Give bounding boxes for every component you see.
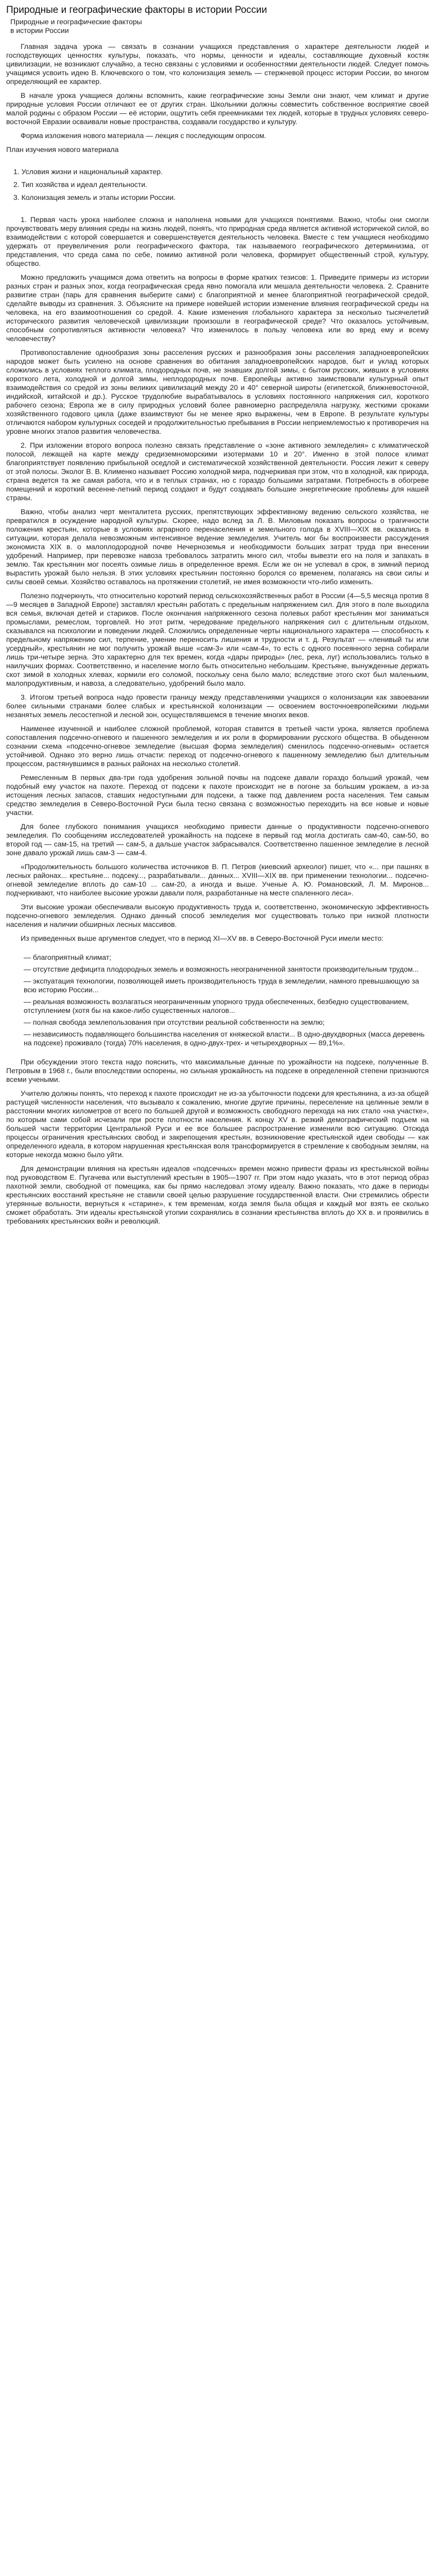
end-paragraph-2: Учителю должны понять, что переход к пахоте происходит не из-за убыточности подсеки для крестьянина, а из-за общей растущей численности населения, что вызывало к сожалению, многие другие причины, переселение на целинные земли в расстоянии многих километров от всего по большей другой и возможность свободного перехода на них стало «на участке», по которым сами собой исчезали при росте плотности населения. К концу XV в. резкий демографический подъем на большей части территории Центральной Руси и ее все большее распространение изменили всю ситуацию. Отсюда процессы ограничения крестьянских свобод и закрепощения крестьян, возникновение крестьянской идеи свободы — как определенного идеала, в котором нарушенная крестьянская воля трансформируется в стремление к свободным землям, на которые некогда можно было уйти.: [6, 1089, 429, 1159]
main-paragraph-10: Для более глубокого понимания учащихся необходимо привести данные о продуктивности подсечно-огневого земледелия. По сообщениям исследователей урожайность на подсеке в первый год могла достигать сам-40, сам-50, во второй год — сам-15, на третий — сам-5, а дальше участок забрасывался. Соответственно пашенное земледелие в лесной зоне давало урожай лишь сам-3 — сам-4.: [6, 822, 429, 857]
main-paragraph-13: Из приведенных выше аргументов следует, что в период XI—XV вв. в Северо-Восточной Руси имели место:: [21, 934, 384, 942]
main-paragraph-11: «Продолжительность большого количества источников В. П. Петров (киевский археолог) пишет, что «... при пашнях в лесных районах... крестьяне... подсеку..., разрабатывали... данных... XVIII—XIX вв. при применении технологии... подсечно-огневой земледелие вплоть до сам-10 ... сам-20, а иногда и выше. Ученые А. Ю. Романовский, Л. М. Миронов... подчеркивают, что наиболее высокие урожаи давали поля, разработанные на месте спаленного леса».: [6, 862, 429, 897]
main-paragraph-4: 2. При изложении второго вопроса полезно связать представление о «зоне активного земледелия» с климатической полосой, лежащей на карте между средиземноморскими изотермами 10 и 20°. Именно в этой полосе климат благоприятствует появлению прибыльной оседлой и систематической хозяйственной деятельности. Россия лежит к северу от этой полосы. Эколог В. В. Клименко называет Россию холодной мира, подчеркивая при этом, что в холодной, как природа, страна ведется та же самая работа, что и в теплых странах, но с гораздо большими затратами. Потребность в обогреве помещений и короткий весенне-летний период создают и будут создавать большие энергетические проблемы для нашей страны.: [6, 441, 429, 502]
main-paragraph-8: Наименее изученной и наиболее сложной проблемой, которая ставится в третьей части урока, является проблема сопоставления подсечно-огневого и пашенного земледелия и их роли в формировании русского общества. В обыденном сознании схема «подсечно-огневое земледелие (высшая форма земледелия) сменилось подсечно-огневым» остается устойчивой. Однако это верно лишь отчасти: переход от подсечно-огневого к пашенному земледелию был длительным процессом, растянувшимся в разных районах на несколько столетий.: [6, 724, 429, 768]
page-title: Природные и географические факторы в истории России: [6, 5, 267, 15]
end-paragraph-1: При обсуждении этого текста надо пояснить, что максимальные данные по урожайности на подсеке, полученные В. Петровым в 1968 г., были впоследствии оспорены, но сильная урожайность на подсеке в определенной степени признаются всеми учеными.: [6, 1058, 429, 1083]
main-paragraph-1: 1. Первая часть урока наиболее сложна и наполнена новыми для учащихся понятиями. Важно, чтобы они смогли прочувствовать меру влияния среды на жизнь людей, понять, что природная среда является активной историчекой силой, во взаимодействии с которой совершается и совершенствуется деятельность человека. Вместе с тем учащиеся необходимо удержать от преувеличения роли географического фактора, так называемого географического детерминизма, от представления, что среда сама по себе, помимо активной роли человека, формирует общественный строй, культуру, общество.: [6, 215, 429, 267]
main-paragraph-5: Важно, чтобы анализ черт менталитета русских, препятствующих эффективному ведению сельского хозяйства, не превратился в осуждение народной культуры. Скорее, надо вслед за Л. В. Миловым показать вопросы о трагичности положения крестьян, которые в условиях аграрного перенаселения и земельного голода в XVIII—XIX вв. оказались в ситуации, которая делала невозможным интенсивное ведение земледелия. Учитель мог бы воспроизвести рассуждения экономиста XIX в. о малоплодородной почве Нечерноземья и необходимости больших затрат труда при внесении удобрений. Например, при перевозке навоза требовалось затратить много сил, чтобы вывезти его на поля и запахать в землю. Так крестьянин мог посеять озимые лишь в определенное время. Если же он не успевал в срок, в зимний период вырастить урожай было нельзя. В этих условиях крестьянин постоянно боролся со временем, полагаясь на свои силы и силы своей семьи. Хозяйство оставалось на протяжении столетий, не имея возможности что-либо изменить.: [6, 507, 429, 586]
factor-item-4: — реальная возможность возлагаться неограниченным упорного труда обеспеченных, безбедно существованием, отступлением (хотя бы на какое-либо существенных налогов...: [24, 997, 409, 1014]
main-paragraph-6: Полезно подчеркнуть, что относительно короткий период сельскохозяйственных работ в России (4—5,5 месяца против 8—9 месяцев в Западной Европе) заставлял крестьян работать с предельным напряжением сил. Для этого в поле выходила вся семья, включая детей и стариков. После окончания напряженного сезона полевых работ крестьянин мог заниматься промыслами, ремеслом, торговлей. Но этот ритм, чередование предельного напряжения сил с длительным отдыхом, сказывался на психологии и поведении людей. Сложились определенные черты национального характера — способность к предельному напряжению сил, терпение, умение переносить лишения и трудности и т. д. Результат — «ленивый ты или усердный», крестьянин не мог получить урожай выше «сам-3» или «сам-4», то есть с одного посеянного зерна собирали лишь три-четыре зерна. Это характерно для тех времен, когда «дары природы» (лес, река, луг) использовались только в наилучших формах. Соответственно, и население могло быть относительно небольшим. Крестьяне, вынужденные держать скот зимой в холодных хлевах, кормили его соломой, поскольку сена было мало; вследствие этого скот был маленьким, малопродуктивным, и навоза, а следовательно, удобрений было мало.: [6, 591, 429, 687]
factor-item-3: — экспуатация технологии, позволяющей иметь производительность труда в земледелии, намного превышающую за всю историю России...: [24, 977, 420, 994]
intro-paragraph-1: Главная задача урока — связать в сознании учащихся представления о характере деятельности людей и господствующих ценностях культуры, показать, что нормы, ценности и идеалы, составляющие духовный костяк цивилизации, не возникают случайно, а тесно связаны с условиями и особенностями деятельности людей. Следует помочь учащимся усвоить идею В. Ключевского о том, что колонизация земель — стержневой процесс истории России, во многом определяющий ее характер.: [6, 42, 429, 86]
factor-item-6: — независимость подавляющего большинства населения от княжеской власти... В одно-двухдворных (масса деревень на подсеке) проживало (тогда) 70% населения, в одно-двух-трех- и четырехдворных — 89,1%».: [24, 1030, 425, 1047]
main-paragraph-12: Эти высокие урожаи обеспечивали высокую продуктивность труда и, соответственно, экономическую эффективность подсечно-огневого земледелия. Однако данный способ земледелия мог существовать только при низкой плотности населения и наличии обширных лесных массивов.: [6, 903, 429, 928]
plan-heading: План изучения нового материала: [6, 145, 119, 154]
main-paragraph-2: Можно предложить учащимся дома ответить на вопросы в форме кратких тезисов: 1. Приведите примеры из истории разных стран и разных эпох, когда географическая среда явно помогала или мешала деятельности человека. 2. Сравните развитие стран (парь для сравнения выберите сами) с благоприятной и менее благоприятной географической средой, сделайте выводы из сравнения. 3. Объясните на примере новейшей истории изменение влияния географической среды на человека, на его взаимоотношения со средой. 4. Какие изменения глобального характера за несколько тысячелетий исторического развития человеческой цивилизации произошли в географической среде? Что оказалось устойчивым, способным сопротивляться активности человека? Что изменилось в пользу человека или во вред ему и всему человечеству?: [6, 273, 429, 343]
plan-item-3: 3. Колонизация земель и этапы истории России.: [13, 193, 176, 201]
factor-item-2: — отсутствие дефицита плодородных земель и возможность неограниченной занятости производительным трудом...: [24, 965, 419, 973]
end-paragraph-3: Для демонстрации влияния на крестьян идеалов «подсечных» времен можно привести фразы из крестьянской войны под руководством Е. Пугачева или выступлений крестьян в 1905—1907 гг. При этом надо указать, что в этот период образ пахотной земли, свободной от помещика, как бы прямо наследовал этому идеалу. Важно показать, что даже в периоды крестьянских восстаний крестьяне не ставили своей целью разрушение государственной власти. Они стремились обрести утерянные вольности, вернуться к «старине», к тем временам, когда земля была общая и каждый мог взять ее сколько сможет обработать. Эти идеалы крестьянской утопии сохранялись в сознании крестьянства вплоть до XX в. и проявились в требованиях крестьянских войн и революций.: [6, 1164, 429, 1225]
plan-item-2: 2. Тип хозяйства и идеал деятельности.: [13, 180, 147, 189]
intro-paragraph-2: В начале урока учащиеся должны вспомнить, какие географические зоны Земли они знают, чем климат и другие природные условия России отличают ее от других стран. Школьники должны совместить собственное восприятие своей малой родины с образом России — её истории, ощутить себя преемниками тех людей, которые в трудных условиях северо-восточной Евразии осваивали новые пространства, создавали государство и культуру.: [6, 91, 429, 126]
main-paragraph-3: Противопоставление однообразия зоны расселения русских и разнообразия зоны расселения западноевропейских народов может быть усилено на основе сравнения во обитания западноевропейских народов, быт и уклад которых сложились в условиях теплого климата, плодородных почв, не знавших долгой зимы, с бытом русских, живших в условиях короткого лета, холодной и долгой зимы, неплодородных почв. Европейцы активно заимствовали культурный опыт взаимодействия со средой из зоны великих цивилизаций между 20 и 40° северной широты (египетской, ближневосточной, индийской, китайской и др.). Русское трудолюбие вырабатывалось в условиях постоянного напряжения сил, короткого рабочего сезона; Европа же в силу природных условий более равномерно распределяла нагрузку, жесткими сроками хозяйственного годового цикла (даже взаимствуют бы не менее ярко выражены, чем в Европе. В результате культуры отличаются набором культурных соседей и продолжительностью пребывания в России неприемлемостью к противоречия на уровне многих этапов развития человечества.: [6, 348, 429, 435]
intro-paragraph-3: Форма изложения нового материала — лекция с последующим опросом.: [21, 131, 267, 140]
factor-item-5: — полная свобода землепользования при отсутствии реальной собственности на землю;: [24, 1018, 325, 1026]
main-paragraph-9: Ремесленным В первых два-три года удобрения зольной почвы на подсеке давали гораздо больший урожай, чем подобный ему участок на пахоте. Переход от подсеки к пахоте происходит не в погоне за большим урожаем, а из-за истощения лесных запасов, ставших недоступными для подсеки, а также под давлением роста населения. Тем самым средство земледелия в Северо-Восточной Руси была тесно связана с возможностью переходить на все новые и новые участки.: [6, 773, 429, 817]
factor-item-1: — благоприятный климат;: [24, 953, 112, 961]
subtitle-line-1: Природные и географические факторы: [10, 18, 142, 26]
main-paragraph-7: 3. Итогом третьей вопроса надо провести границу между представлениями учащихся о колонизации как завоевании более сильными странами более слабых и крестьянской колонизации — освоением восточноевропейскими людьми незанятых земель лесостепной и лесной зон, осуществлявшемся в течение многих веков.: [6, 693, 429, 719]
plan-item-1: 1. Условия жизни и национальный характер.: [13, 167, 163, 176]
subtitle-line-2: в истории России: [10, 26, 69, 35]
